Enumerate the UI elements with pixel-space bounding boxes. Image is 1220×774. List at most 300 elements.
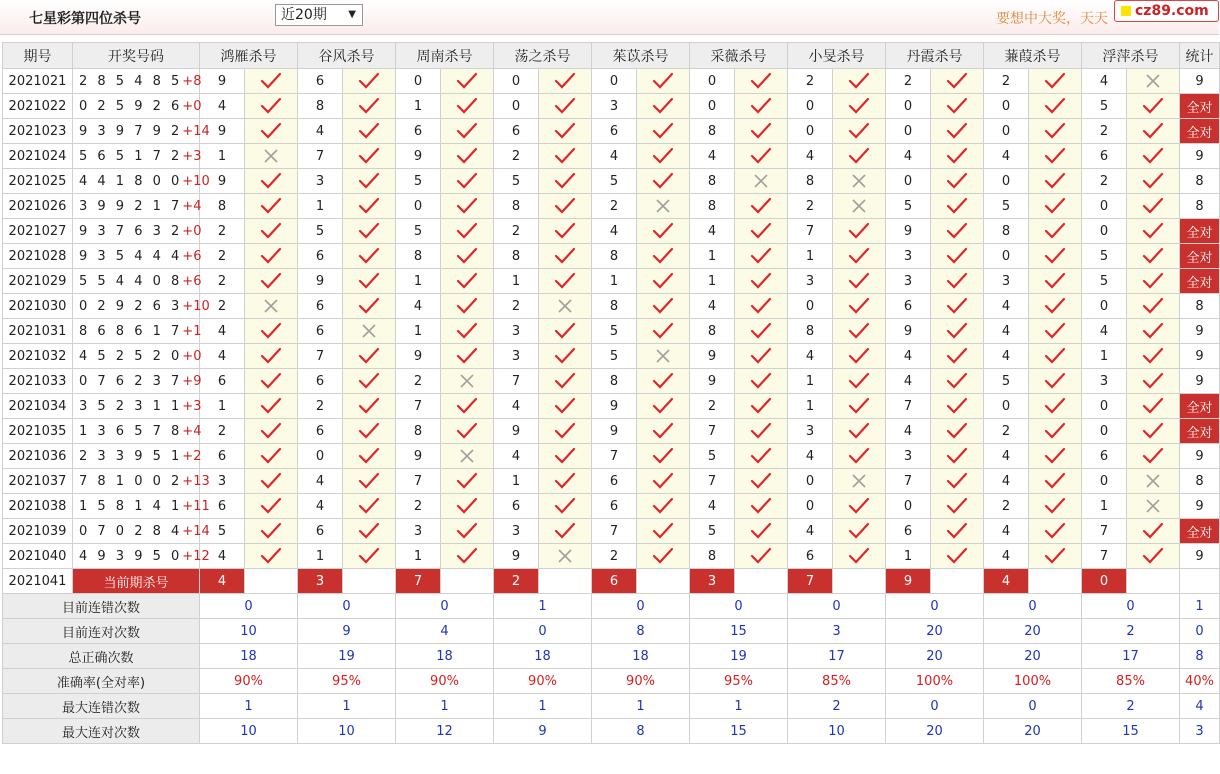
correct-mark xyxy=(833,544,886,569)
correct-mark xyxy=(1127,94,1180,119)
kill-number-cell: 6 xyxy=(886,519,931,544)
kill-number-cell: 4 xyxy=(886,419,931,444)
kill-number-cell: 4 xyxy=(984,519,1029,544)
check-icon xyxy=(555,448,575,464)
table-row xyxy=(3,219,1220,244)
draw-numbers-cell xyxy=(73,244,200,269)
kill-number-cell: 0 xyxy=(690,69,735,94)
check-icon xyxy=(261,473,281,489)
kill-number-cell: 6 xyxy=(298,419,343,444)
correct-mark xyxy=(931,169,984,194)
correct-mark xyxy=(343,144,396,169)
summary-value: 20 xyxy=(984,644,1082,669)
correct-mark xyxy=(1127,144,1180,169)
period-cell: 2021035 xyxy=(3,419,73,444)
summary-value: 4 xyxy=(1180,694,1220,719)
kill-number-cell: 0 xyxy=(984,394,1029,419)
check-icon xyxy=(653,548,673,564)
draw-digits: 0 2 9 2 6 3 xyxy=(79,298,183,314)
summary-value: 0 xyxy=(886,594,984,619)
correct-mark xyxy=(1029,219,1082,244)
check-icon xyxy=(1143,273,1163,289)
kill-number-cell: 4 xyxy=(690,494,735,519)
period-cell: 2021038 xyxy=(3,494,73,519)
stat-cell: 9 xyxy=(1180,444,1220,469)
check-icon xyxy=(751,548,771,564)
correct-mark xyxy=(637,94,690,119)
kill-number-cell: 1 xyxy=(298,194,343,219)
summary-label: 目前连对次数 xyxy=(3,619,200,644)
kill-number-cell: 2 xyxy=(200,294,245,319)
kill-number-cell: 7 xyxy=(396,469,441,494)
check-icon xyxy=(457,398,477,414)
all-correct-badge: 全对 xyxy=(1180,94,1220,119)
draw-digits: 7 8 1 0 0 2 xyxy=(79,473,183,489)
kill-number-cell: 7 xyxy=(1082,519,1127,544)
table-header xyxy=(3,43,1220,69)
kill-number-cell: 4 xyxy=(200,344,245,369)
draw-sum: +8 xyxy=(182,73,202,89)
kill-number-cell: 2 xyxy=(494,144,539,169)
correct-mark xyxy=(1029,94,1082,119)
wrong-mark xyxy=(539,544,592,569)
stat-cell: 9 xyxy=(1180,544,1220,569)
cross-icon xyxy=(263,148,279,164)
summary-value: 100% xyxy=(984,669,1082,694)
column-header-stat: 统计 xyxy=(1180,43,1220,69)
summary-value: 20 xyxy=(984,719,1082,744)
check-icon xyxy=(653,523,673,539)
check-icon xyxy=(1143,348,1163,364)
summary-value: 1 xyxy=(592,694,690,719)
wrong-mark xyxy=(1127,469,1180,494)
summary-value: 0 xyxy=(1180,619,1220,644)
kill-number-cell: 7 xyxy=(886,469,931,494)
check-icon xyxy=(457,223,477,239)
summary-value: 0 xyxy=(984,694,1082,719)
column-header-period: 期号 xyxy=(3,43,73,69)
summary-row xyxy=(3,669,1220,694)
kill-number-cell: 0 xyxy=(984,94,1029,119)
check-icon xyxy=(1045,548,1065,564)
kill-number-cell: 3 xyxy=(886,444,931,469)
correct-mark xyxy=(245,269,298,294)
kill-number-cell: 7 xyxy=(690,469,735,494)
check-icon xyxy=(653,298,673,314)
wrong-mark xyxy=(441,444,494,469)
chevron-down-icon: ▼ xyxy=(348,9,356,20)
correct-mark xyxy=(735,69,788,94)
column-header-expert[interactable]: 荡之杀号 xyxy=(494,43,592,69)
check-icon xyxy=(849,98,869,114)
draw-sum: +11 xyxy=(182,498,210,514)
kill-number-cell: 6 xyxy=(298,69,343,94)
range-select-value: 近20期 xyxy=(281,7,327,23)
check-icon xyxy=(359,498,379,514)
correct-mark xyxy=(833,294,886,319)
check-icon xyxy=(947,98,967,114)
kill-number-cell: 0 xyxy=(396,69,441,94)
kill-number-cell: 9 xyxy=(396,444,441,469)
check-icon xyxy=(653,373,673,389)
check-icon xyxy=(849,123,869,139)
kill-number-cell: 0 xyxy=(886,119,931,144)
cross-icon xyxy=(557,548,573,564)
table-row xyxy=(3,169,1220,194)
table-row xyxy=(3,469,1220,494)
draw-digits: 4 9 3 9 5 0 xyxy=(79,548,183,564)
check-icon xyxy=(849,323,869,339)
check-icon xyxy=(359,98,379,114)
kill-number-cell: 5 xyxy=(886,194,931,219)
check-icon xyxy=(1045,473,1065,489)
kill-number-cell: 8 xyxy=(494,194,539,219)
kill-number-cell: 3 xyxy=(592,94,637,119)
column-header-expert[interactable]: 浮萍杀号 xyxy=(1082,43,1180,69)
table-row xyxy=(3,69,1220,94)
kill-number-cell: 2 xyxy=(592,194,637,219)
all-correct-badge: 全对 xyxy=(1180,394,1220,419)
kill-number-cell: 9 xyxy=(396,144,441,169)
correct-mark xyxy=(441,519,494,544)
summary-value: 18 xyxy=(592,644,690,669)
kill-number-cell: 0 xyxy=(788,469,833,494)
kill-number-cell: 7 xyxy=(494,369,539,394)
kill-number-cell: 5 xyxy=(592,319,637,344)
wrong-mark xyxy=(539,294,592,319)
correct-mark xyxy=(441,319,494,344)
kill-number-cell: 4 xyxy=(200,94,245,119)
draw-numbers-cell xyxy=(73,369,200,394)
correct-mark xyxy=(343,469,396,494)
check-icon xyxy=(555,398,575,414)
kill-number-cell: 4 xyxy=(788,444,833,469)
kill-number-cell: 5 xyxy=(494,169,539,194)
summary-value: 10 xyxy=(200,619,298,644)
all-correct-badge: 全对 xyxy=(1180,519,1220,544)
kill-number-cell: 1 xyxy=(396,544,441,569)
kill-number-cell: 8 xyxy=(690,544,735,569)
summary-value: 9 xyxy=(494,719,592,744)
kill-number-cell: 8 xyxy=(396,419,441,444)
check-icon xyxy=(653,498,673,514)
column-header-expert[interactable]: 采薇杀号 xyxy=(690,43,788,69)
draw-numbers-cell xyxy=(73,69,200,94)
correct-mark xyxy=(343,544,396,569)
correct-mark xyxy=(441,169,494,194)
draw-digits: 0 2 5 9 2 6 xyxy=(79,98,183,114)
kill-number-cell: 4 xyxy=(788,144,833,169)
check-icon xyxy=(457,323,477,339)
correct-mark xyxy=(833,244,886,269)
current-kill-number: 2 xyxy=(494,569,539,594)
kill-number-cell: 2 xyxy=(1082,119,1127,144)
correct-mark xyxy=(245,494,298,519)
check-icon xyxy=(849,398,869,414)
current-kill-empty xyxy=(1029,569,1082,594)
kill-number-cell: 4 xyxy=(592,219,637,244)
correct-mark xyxy=(1127,369,1180,394)
correct-mark xyxy=(245,344,298,369)
check-icon xyxy=(751,523,771,539)
kill-number-cell: 7 xyxy=(396,394,441,419)
summary-value: 0 xyxy=(494,619,592,644)
kill-number-cell: 6 xyxy=(494,119,539,144)
correct-mark xyxy=(1029,344,1082,369)
check-icon xyxy=(555,348,575,364)
wrong-mark xyxy=(833,194,886,219)
summary-row xyxy=(3,619,1220,644)
summary-value: 20 xyxy=(886,619,984,644)
kill-number-cell: 0 xyxy=(592,69,637,94)
summary-value: 3 xyxy=(1180,719,1220,744)
kill-number-cell: 4 xyxy=(1082,319,1127,344)
current-kill-empty xyxy=(735,569,788,594)
kill-number-cell: 1 xyxy=(592,269,637,294)
column-header-expert[interactable]: 谷风杀号 xyxy=(298,43,396,69)
check-icon xyxy=(457,273,477,289)
correct-mark xyxy=(441,69,494,94)
check-icon xyxy=(947,148,967,164)
kill-number-cell: 8 xyxy=(396,244,441,269)
draw-numbers-cell xyxy=(73,444,200,469)
check-icon xyxy=(1045,148,1065,164)
period-cell: 2021022 xyxy=(3,94,73,119)
correct-mark xyxy=(735,544,788,569)
correct-mark xyxy=(735,144,788,169)
kill-number-cell: 4 xyxy=(984,319,1029,344)
check-icon xyxy=(947,498,967,514)
site-logo[interactable] xyxy=(1114,0,1219,22)
correct-mark xyxy=(637,469,690,494)
check-icon xyxy=(947,198,967,214)
correct-mark xyxy=(735,369,788,394)
draw-digits: 1 3 6 5 7 8 xyxy=(79,423,183,439)
kill-number-cell: 4 xyxy=(690,219,735,244)
check-icon xyxy=(653,98,673,114)
check-icon xyxy=(947,348,967,364)
kill-number-cell: 3 xyxy=(494,319,539,344)
column-header-expert[interactable]: 周南杀号 xyxy=(396,43,494,69)
correct-mark xyxy=(539,94,592,119)
kill-number-cell: 0 xyxy=(1082,294,1127,319)
kill-number-cell: 0 xyxy=(886,169,931,194)
summary-value: 95% xyxy=(690,669,788,694)
period-cell: 2021031 xyxy=(3,319,73,344)
check-icon xyxy=(1143,398,1163,414)
summary-value: 8 xyxy=(592,719,690,744)
draw-digits: 3 5 2 3 1 1 xyxy=(79,398,183,414)
correct-mark xyxy=(1029,244,1082,269)
correct-mark xyxy=(637,119,690,144)
cross-icon xyxy=(361,323,377,339)
stat-cell: 9 xyxy=(1180,494,1220,519)
column-header-expert[interactable]: 鸿雁杀号 xyxy=(200,43,298,69)
correct-mark xyxy=(637,519,690,544)
check-icon xyxy=(1045,173,1065,189)
check-icon xyxy=(359,448,379,464)
kill-number-cell: 4 xyxy=(788,344,833,369)
summary-value: 0 xyxy=(1082,594,1180,619)
correct-mark xyxy=(637,494,690,519)
kill-number-cell: 6 xyxy=(298,319,343,344)
summary-value: 40% xyxy=(1180,669,1220,694)
correct-mark xyxy=(931,119,984,144)
kill-number-cell: 7 xyxy=(886,394,931,419)
correct-mark xyxy=(1127,544,1180,569)
kill-number-cell: 0 xyxy=(298,444,343,469)
wrong-mark xyxy=(1127,69,1180,94)
correct-mark xyxy=(441,544,494,569)
kill-number-table xyxy=(2,42,1220,744)
draw-sum: +14 xyxy=(182,123,210,139)
kill-number-cell: 9 xyxy=(886,319,931,344)
column-header-draw: 开奖号码 xyxy=(73,43,200,69)
kill-number-cell: 9 xyxy=(494,419,539,444)
all-correct-badge: 全对 xyxy=(1180,219,1220,244)
kill-number-cell: 1 xyxy=(396,94,441,119)
check-icon xyxy=(1143,223,1163,239)
correct-mark xyxy=(441,144,494,169)
kill-number-cell: 0 xyxy=(788,294,833,319)
draw-sum: +9 xyxy=(182,373,202,389)
period-cell: 2021028 xyxy=(3,244,73,269)
kill-number-cell: 5 xyxy=(984,369,1029,394)
draw-sum: +10 xyxy=(182,173,210,189)
period-cell: 2021023 xyxy=(3,119,73,144)
correct-mark xyxy=(441,419,494,444)
table-row xyxy=(3,544,1220,569)
kill-number-cell: 0 xyxy=(886,94,931,119)
correct-mark xyxy=(833,369,886,394)
check-icon xyxy=(261,223,281,239)
check-icon xyxy=(1045,273,1065,289)
check-icon xyxy=(653,248,673,264)
check-icon xyxy=(1143,548,1163,564)
kill-number-cell: 2 xyxy=(984,69,1029,94)
check-icon xyxy=(947,423,967,439)
kill-number-cell: 3 xyxy=(886,244,931,269)
kill-number-cell: 3 xyxy=(494,519,539,544)
summary-label: 最大连错次数 xyxy=(3,694,200,719)
draw-numbers-cell xyxy=(73,319,200,344)
kill-number-cell: 9 xyxy=(886,219,931,244)
kill-number-cell: 2 xyxy=(788,69,833,94)
draw-sum: +1 xyxy=(182,323,202,339)
check-icon xyxy=(555,123,575,139)
current-kill-empty xyxy=(1127,569,1180,594)
summary-value: 1 xyxy=(494,694,592,719)
column-header-expert[interactable]: 蒹葭杀号 xyxy=(984,43,1082,69)
check-icon xyxy=(947,248,967,264)
range-select[interactable] xyxy=(275,4,363,26)
check-icon xyxy=(359,173,379,189)
correct-mark xyxy=(343,269,396,294)
correct-mark xyxy=(1029,494,1082,519)
correct-mark xyxy=(245,419,298,444)
summary-value: 20 xyxy=(984,619,1082,644)
draw-numbers-cell xyxy=(73,169,210,194)
period-cell: 2021030 xyxy=(3,294,73,319)
kill-number-cell: 1 xyxy=(1082,344,1127,369)
correct-mark xyxy=(637,219,690,244)
table-row xyxy=(3,194,1220,219)
check-icon xyxy=(653,398,673,414)
kill-number-cell: 4 xyxy=(886,369,931,394)
check-icon xyxy=(1045,448,1065,464)
summary-value: 1 xyxy=(690,694,788,719)
correct-mark xyxy=(245,94,298,119)
table-row xyxy=(3,94,1220,119)
kill-number-cell: 0 xyxy=(886,494,931,519)
kill-number-cell: 6 xyxy=(298,294,343,319)
kill-number-cell: 4 xyxy=(984,444,1029,469)
correct-mark xyxy=(1127,244,1180,269)
correct-mark xyxy=(343,369,396,394)
column-header-expert[interactable]: 丹霞杀号 xyxy=(886,43,984,69)
check-icon xyxy=(653,448,673,464)
summary-value: 0 xyxy=(592,594,690,619)
kill-number-cell: 5 xyxy=(690,519,735,544)
kill-number-cell: 4 xyxy=(984,144,1029,169)
correct-mark xyxy=(539,419,592,444)
correct-mark xyxy=(637,419,690,444)
kill-number-cell: 0 xyxy=(788,119,833,144)
period-cell: 2021026 xyxy=(3,194,73,219)
check-icon xyxy=(849,373,869,389)
check-icon xyxy=(555,148,575,164)
correct-mark xyxy=(1029,144,1082,169)
correct-mark xyxy=(539,319,592,344)
summary-value: 8 xyxy=(1180,644,1220,669)
column-header-expert[interactable]: 小旻杀号 xyxy=(788,43,886,69)
check-icon xyxy=(457,148,477,164)
kill-number-cell: 4 xyxy=(1082,69,1127,94)
correct-mark xyxy=(735,219,788,244)
correct-mark xyxy=(931,69,984,94)
draw-sum: +6 xyxy=(182,273,202,289)
check-icon xyxy=(457,498,477,514)
correct-mark xyxy=(1127,344,1180,369)
cross-icon xyxy=(1145,498,1161,514)
check-icon xyxy=(1143,248,1163,264)
correct-mark xyxy=(931,194,984,219)
check-icon xyxy=(1143,523,1163,539)
table-row xyxy=(3,494,1220,519)
stat-cell: 8 xyxy=(1180,294,1220,319)
current-kill-number: 6 xyxy=(592,569,637,594)
summary-value: 1 xyxy=(298,694,396,719)
summary-value: 9 xyxy=(298,619,396,644)
cross-icon xyxy=(459,448,475,464)
column-header-expert[interactable]: 茱苡杀号 xyxy=(592,43,690,69)
stat-cell: 8 xyxy=(1180,194,1220,219)
summary-value: 90% xyxy=(200,669,298,694)
current-kill-empty xyxy=(441,569,494,594)
summary-value: 20 xyxy=(886,719,984,744)
check-icon xyxy=(653,123,673,139)
kill-number-cell: 0 xyxy=(984,169,1029,194)
draw-digits: 2 8 5 4 8 5 xyxy=(79,73,183,89)
correct-mark xyxy=(441,294,494,319)
correct-mark xyxy=(931,144,984,169)
kill-number-cell: 7 xyxy=(298,344,343,369)
draw-digits: 0 7 6 2 3 7 xyxy=(79,373,183,389)
correct-mark xyxy=(245,469,298,494)
correct-mark xyxy=(735,344,788,369)
kill-number-cell: 4 xyxy=(592,144,637,169)
wrong-mark xyxy=(245,144,298,169)
